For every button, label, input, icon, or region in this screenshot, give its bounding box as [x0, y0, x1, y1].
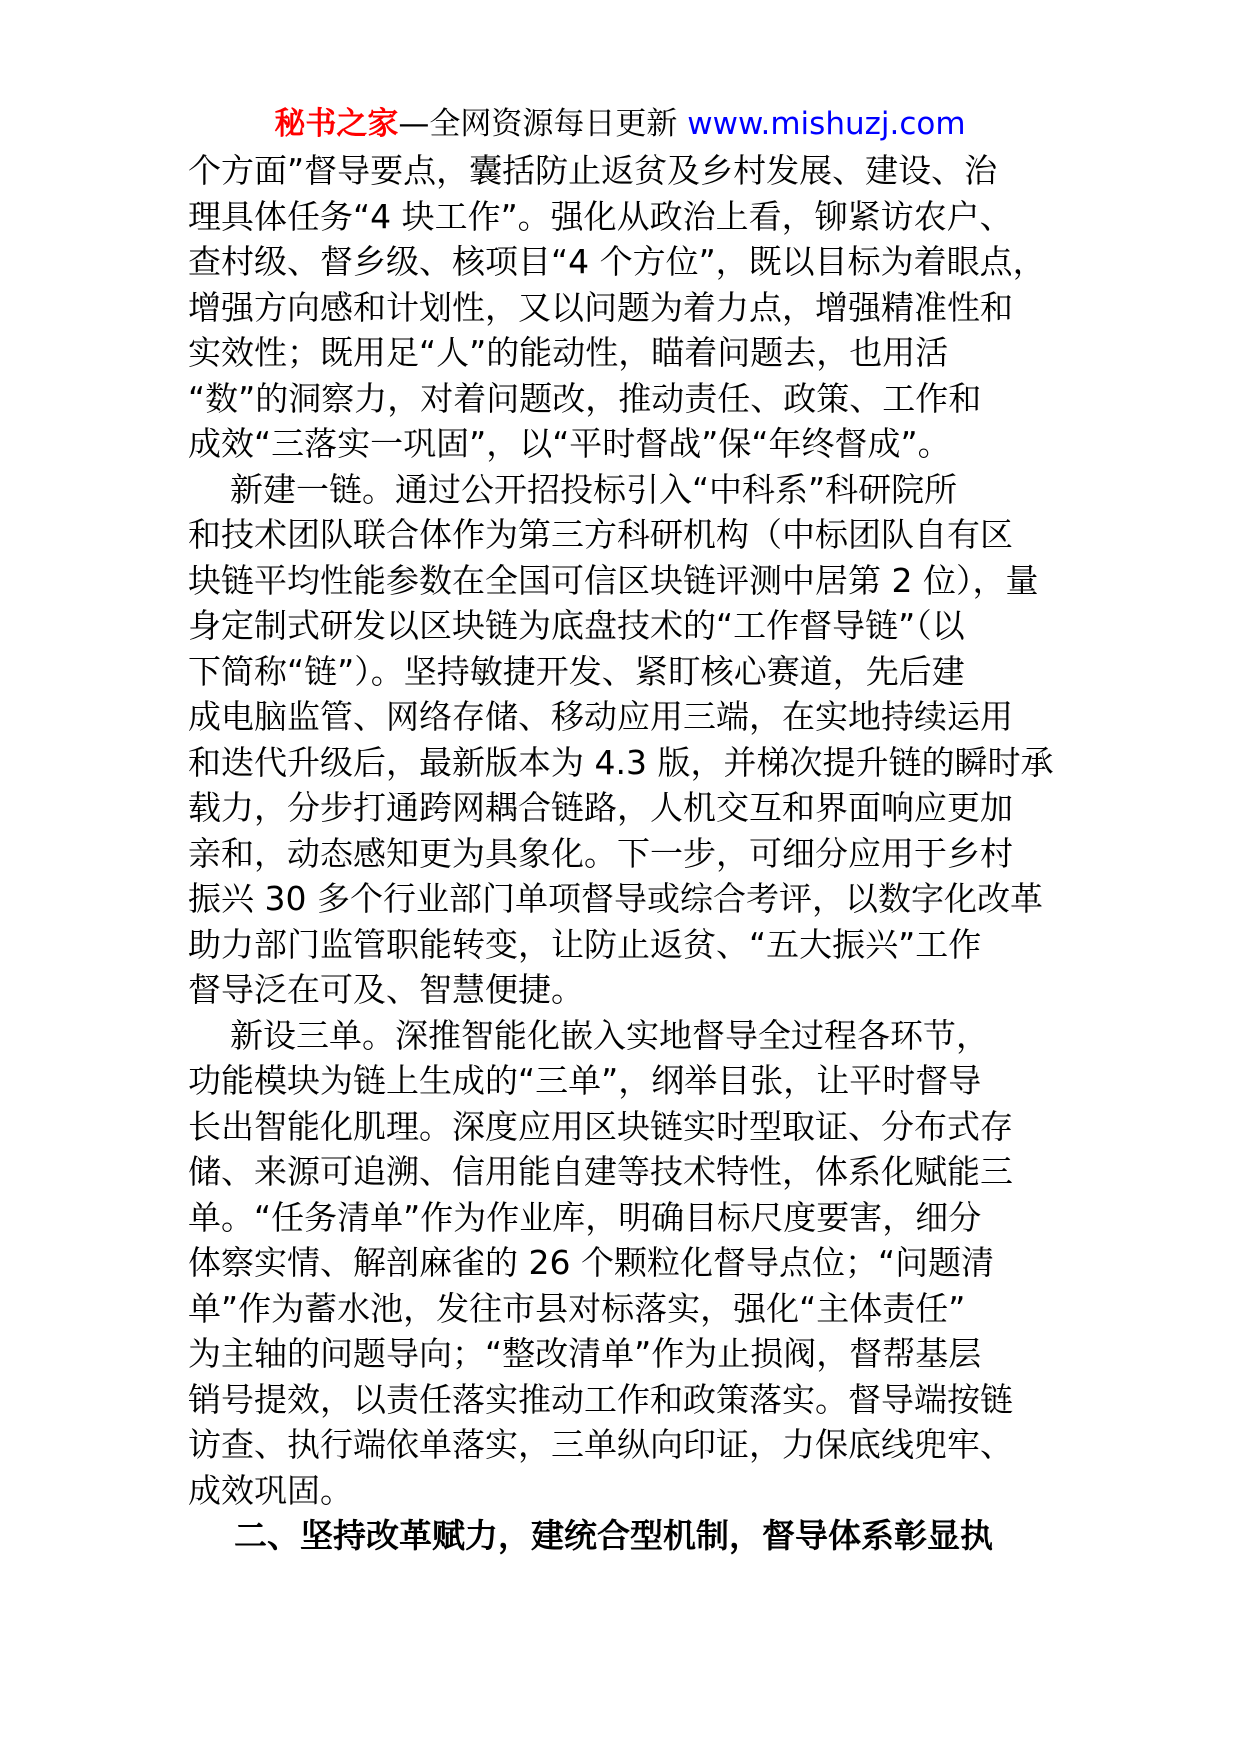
text-line: 单”作为蓄水池，发往市县对标落实，强化“主体责任”	[188, 1288, 966, 1328]
text-line: 载力，分步打通跨网耦合链路，人机交互和界面响应更加	[188, 788, 1013, 827]
text-line: 单。“任务清单”作为作业库，明确目标尺度要害，细分	[188, 1197, 982, 1237]
text-line: 新建一链。通过公开招投标引入“中科系”科研院所	[188, 469, 958, 509]
site-url-link[interactable]: www.mishuzj.com	[687, 106, 966, 142]
document-body	[188, 148, 1068, 1559]
text-line: 实效性；既用足“人”的能动性，瞄着问题去，也用活	[188, 333, 949, 372]
text-line: 督导泛在可及、智慧便捷。	[188, 970, 584, 1009]
text-line: “数”的洞察力，对着问题改，推动责任、政策、工作和	[188, 378, 982, 418]
site-header	[0, 102, 1240, 146]
text-line: 成效“三落实一巩固”，以“平时督战”保“年终督成”。	[188, 424, 951, 463]
text-line: 成电脑监管、网络存储、移动应用三端，在实地持续运用	[188, 697, 1013, 736]
text-line: 访查、执行端依单落实，三单纵向印证，力保底线兜牢、	[188, 1425, 1013, 1464]
text-line: 和技术团队联合体作为第三方科研机构（中标团队自有区	[188, 515, 1013, 554]
text-line: 体察实情、解剖麻雀的 26 个颗粒化督导点位；“问题清	[188, 1243, 995, 1282]
text-line: 振兴 30 多个行业部门单项督导或综合考评，以数字化改革	[188, 879, 1043, 918]
text-line: 理具体任务“4 块工作”。强化从政治上看，铆紧访农户、	[188, 196, 1013, 236]
text-line: 助力部门监管职能转变，让防止返贫、“五大振兴”工作	[188, 924, 982, 964]
text-line: 成效巩固。	[188, 1470, 353, 1510]
text-line: 块链平均性能参数在全国可信区块链评测中居第 2 位），量	[188, 560, 1039, 600]
section-heading: 二、坚持改革赋力，建统合型机制，督导体系彰显执	[188, 1516, 993, 1555]
text-line: 新设三单。深推智能化嵌入实地督导全过程各环节，	[188, 1015, 989, 1055]
text-line: 下简称“链”）。坚持敏捷开发、紧盯核心赛道，先后建	[188, 651, 965, 691]
text-line: 和迭代升级后，最新版本为 4.3 版，并梯次提升链的瞬时承	[188, 742, 1054, 782]
text-line: 功能模块为链上生成的“三单”，纲举目张，让平时督导	[188, 1061, 982, 1100]
text-line: 储、来源可追溯、信用能自建等技术特性，体系化赋能三	[188, 1152, 1013, 1191]
text-line: 长出智能化肌理。深度应用区块链实时型取证、分布式存	[188, 1106, 1013, 1146]
text-line: 身定制式研发以区块链为底盘技术的“工作督导链”（以	[188, 606, 965, 645]
text-line: 为主轴的问题导向；“整改清单”作为止损阀，督帮基层	[188, 1334, 982, 1373]
brand-name: 秘书之家	[274, 106, 399, 142]
text-line: 增强方向感和计划性，又以问题为着力点，增强精准性和	[188, 287, 1013, 327]
text-line: 销号提效，以责任落实推动工作和政策落实。督导端按链	[188, 1379, 1013, 1419]
header-slogan: —全网资源每日更新	[398, 106, 688, 142]
text-line: 查村级、督乡级、核项目“4 个方位”，既以目标为着眼点，	[188, 242, 1046, 281]
text-line: 个方面”督导要点，囊括防止返贫及乡村发展、建设、治	[188, 151, 998, 190]
text-line: 亲和，动态感知更为具象化。下一步，可细分应用于乡村	[188, 833, 1013, 873]
